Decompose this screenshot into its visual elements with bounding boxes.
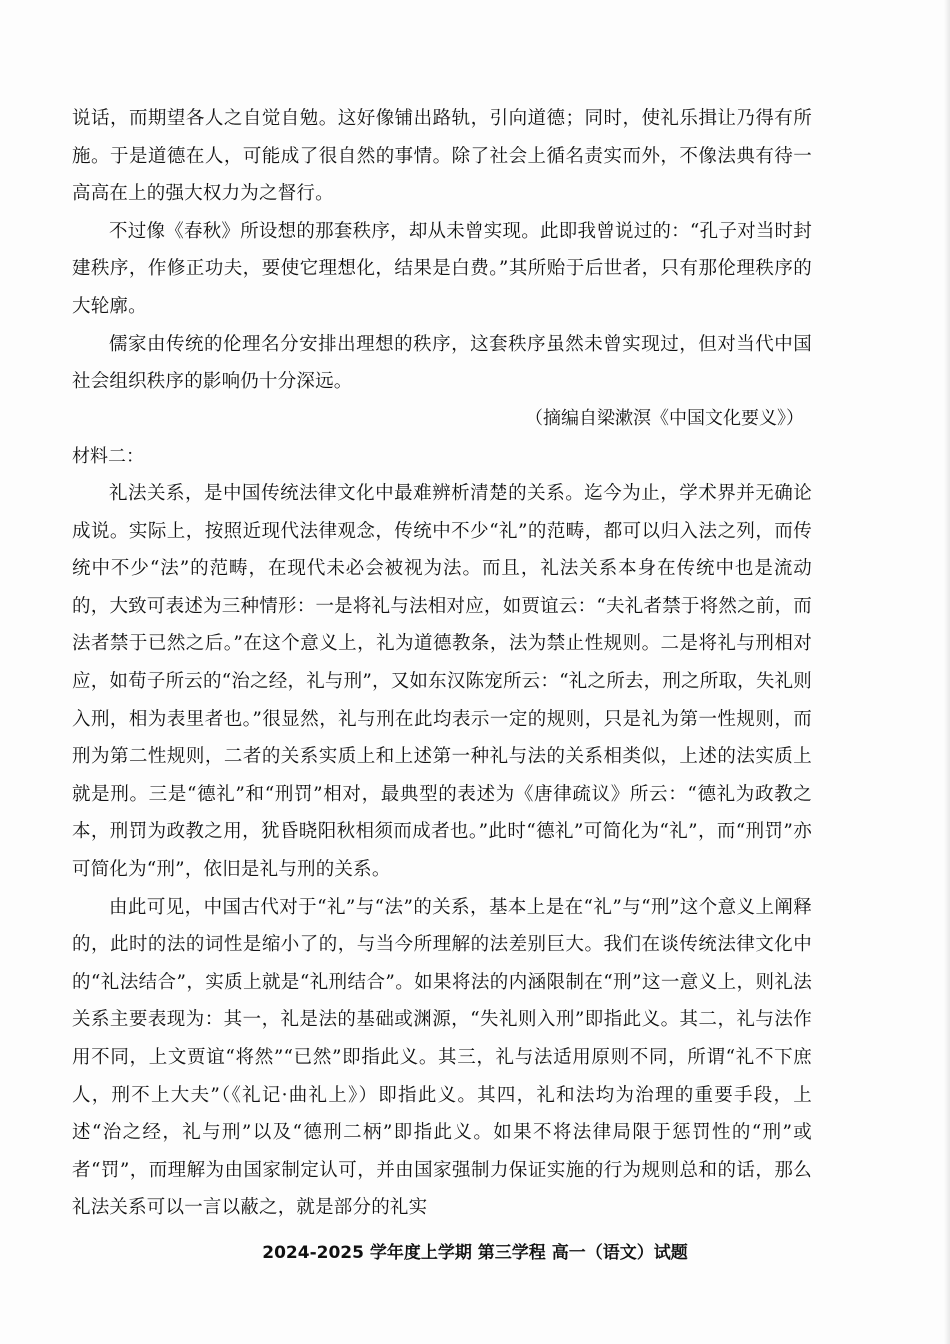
paragraph: 不过像《春秋》所设想的那套秩序，却从未曾实现。此即我曾说过的：“孔子对当时封建秩序，作修正功夫，要使它理想化，结果是白费。”其所贻于后世者，只有那伦理秩序的大轮廓。: [72, 220, 812, 317]
paragraph: 由此可见，中国古代对于“礼”与“法”的关系，基本上是在“礼”与“刑”这个意义上阐释的，此时的法的词性是缩小了的，与当今所理解的法差别巨大。我们在谈传统法律文化中的“礼法结合”，实质上就是“礼刑结合”。如果将法的内涵限制在“刑”这一意义上，则礼法关系主要表现为：其一，礼是法的基础或渊源，“失礼则入刑”即指此义。其二，礼与法作用不同，上文贾谊“将然”“已然”即指此义。其三，礼与法适用原则不同，所谓“礼不下庶人，刑不上大夫”（《礼记·曲礼上》）即指此义。其四，礼和法均为治理的重要手段，上述“治之经，礼与刑”以及“德刑二柄”即指此义。如果不将法律局限于惩罚性的“刑”或者“罚”，而理解为由国家制定认可，并由国家强制力保证实施的行为规则总和的话，那么礼法关系可以一言以蔽之，就是部分的礼实: [72, 896, 812, 1219]
source-note: （摘编自梁漱溟《中国文化要义》）: [525, 408, 804, 429]
scan-edge-shadow: [944, 0, 950, 1344]
paragraph: 说话，而期望各人之自觉自勉。这好像铺出路轨，引向道德；同时，使礼乐揖让乃得有所施。于是道德在人，可能成了很自然的事情。除了社会上循名责实而外，不像法典有待一高高在上的强大权力为之督行。: [72, 108, 812, 205]
material-two-body: [72, 475, 812, 1227]
material-one-continuation: [72, 100, 812, 401]
paragraph: 儒家由传统的伦理名分安排出理想的秩序，这套秩序虽然未曾实现过，但对当代中国社会组织秩序的影响仍十分深远。: [72, 333, 812, 393]
paragraph: 礼法关系，是中国传统法律文化中最难辨析清楚的关系。迄今为止，学术界并无确论成说。实际上，按照近现代法律观念，传统中不少“礼”的范畴，都可以归入法之列，而传统中不少“法”的范畴，在现代未必会被视为法。而且，礼法关系本身在传统中也是流动的，大致可表述为三种情形：一是将礼与法相对应，如贾谊云：“夫礼者禁于将然之前，而法者禁于已然之后。”在这个意义上，礼为道德教条，法为禁止性规则。二是将礼与刑相对应，如荀子所云的“治之经，礼与刑”，又如东汉陈宠所云：“礼之所去，刑之所取，失礼则入刑，相为表里者也。”很显然，礼与刑在此均表示一定的规则，只是礼为第一性规则，而刑为第二性规则，二者的关系实质上和上述第一种礼与法的关系相类似，上述的法实质上就是刑。三是“德礼”和“刑罚”相对，最典型的表述为《唐律疏议》所云：“德礼为政教之本，刑罚为政教之用，犹昏晓阳秋相须而成者也。”此时“德礼”可简化为“礼”，而“刑罚”亦可简化为“刑”，依旧是礼与刑的关系。: [72, 483, 812, 880]
page-footer: 2024-2025 学年度上学期 第三学程 高一（语文）试题: [262, 1243, 688, 1263]
material-two-label: 材料二：: [72, 446, 144, 467]
